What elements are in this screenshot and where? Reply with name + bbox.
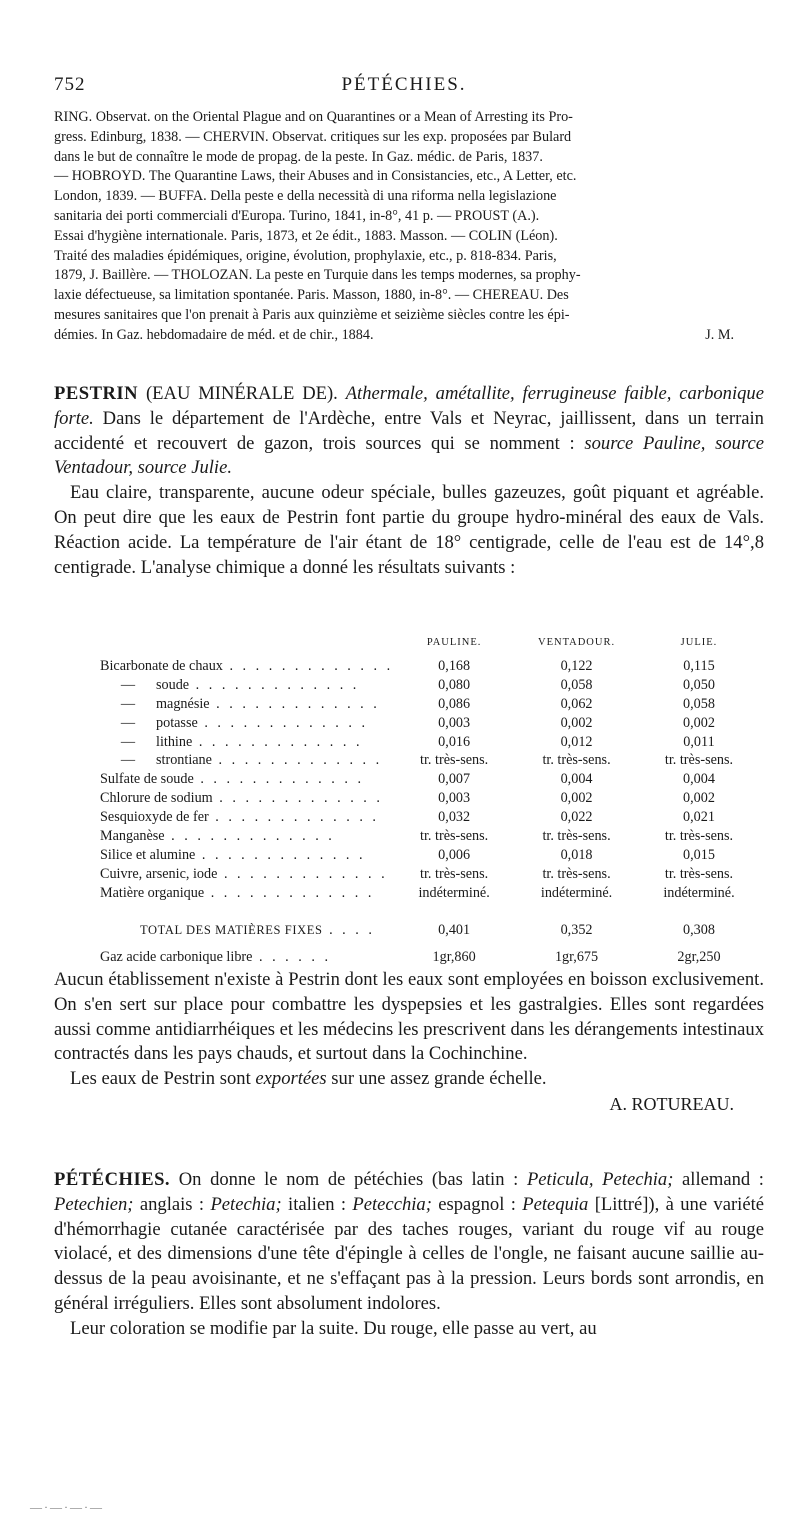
description: Athermale, amétallite, ferrugineuse faible, carbonique forte.	[54, 383, 764, 429]
body-text: espagnol :	[431, 1193, 523, 1215]
after-para-2	[54, 1067, 764, 1092]
biblio-line: Traité des maladies épidémiques, origine, évolution, prophylaxie, etc., p. 818-834. Paris,	[54, 247, 557, 264]
running-title: PÉTÉCHIES.	[341, 74, 467, 95]
after-para-1: Aucun établissement n'existe à Pestrin dont les eaux sont employées en boisson exclusivement. On s'en sert sur place pour combattre les dyspepsies et les gastralgies. Elles sont regardées aussi comme antidiarrhéiques et les médecins les prescrivent dans les dérangements intestinaux contractés dans les pays chauds, et surtout dans la Cochinchine.	[54, 969, 764, 1065]
cell-value: indéterminé.	[418, 884, 490, 901]
cell-value: 0,004	[683, 771, 715, 788]
row-label: strontiane	[156, 752, 212, 769]
cell-value: 0,058	[683, 695, 715, 712]
table-row: Matière organique . . . . . . . . . . . . . indéterminé. indéterminé. indéterminé.	[100, 884, 760, 903]
author-signature: A. ROTUREAU.	[609, 1093, 734, 1114]
pestrin-para-2: Eau claire, transparente, aucune odeur spéciale, bulles gazeuzes, goût piquant et agréable. On peut dire que les eaux de Pestrin font partie du groupe hydro-minéral des eaux de Vals. Réaction acide. La température de l'air étant de 18° centigrade, celle de l'eau est de 14°,8 centigrade. L'analyse chimique a donné les résultats suivants :	[54, 482, 764, 578]
table-row-gas: Gaz acide carbonique libre . . . . . . 1gr,860 1gr,675 2gr,250	[100, 940, 760, 967]
cell-value: 0,021	[683, 809, 715, 826]
cell-value: 0,058	[560, 676, 593, 693]
row-label: Matière organique	[100, 884, 205, 901]
column-header: PAULINE.	[426, 637, 482, 648]
biblio-line: London, 1839. — BUFFA. Della peste e della necessità di una riforma nella legislazione	[54, 188, 557, 205]
headword-qualifier: (EAU MINÉRALE DE).	[145, 383, 338, 404]
body-text: italien :	[281, 1193, 353, 1215]
body-text: On donne le nom de pétéchies (bas latin :	[170, 1169, 527, 1190]
cell-value: 0,004	[560, 771, 593, 788]
cell-value: tr. très-sens.	[664, 752, 734, 769]
cell-value: 0,086	[438, 695, 471, 712]
cell-value: 0,062	[560, 695, 593, 712]
biblio-line: gress. Edinburg, 1838. — CHERVIN. Observat. critiques sur les exp. proposées par Bulard	[54, 128, 572, 145]
biblio-line: 1879, J. Baillère. — THOLOZAN. La peste en Turquie dans les temps modernes, sa prophy-	[54, 267, 581, 284]
biblio-line: — HOBROYD. The Quarantine Laws, their Abuses and in Consistancies, etc., A Letter, etc.	[54, 168, 577, 185]
cell-value: tr. très-sens.	[420, 752, 489, 769]
cell-value: 0,002	[560, 714, 593, 731]
cell-value: 0,050	[683, 676, 715, 693]
biblio-line: mesures sanitaires que l'on prenait à Paris aux quinzième et seizième siècles contre les épi-	[54, 306, 570, 323]
cell-value: 0,002	[683, 790, 715, 807]
body-text: anglais :	[133, 1193, 211, 1215]
row-label: magnésie	[156, 695, 210, 712]
scan-mark: —·—·—·—	[30, 1500, 104, 1514]
cell-value: 0,115	[683, 657, 715, 674]
headword: PÉTÉCHIES.	[54, 1169, 171, 1190]
row-label: Chlorure de sodium	[100, 790, 213, 807]
table-row: Chlorure de sodium . . . . . . . . . . . . . 0,003 0,002 0,002	[100, 789, 760, 808]
cell-value: tr. très-sens.	[542, 752, 611, 769]
intro-text: Dans le département de l'Ardèche, entre Vals et Neyrac, jaillissent, dans un terrain accidenté et recouvert de gazon, trois sources qui se nomment :	[54, 407, 764, 454]
cell-value: 0,002	[560, 790, 593, 807]
table-header-row	[100, 634, 760, 657]
petechies-para-1	[54, 1168, 764, 1317]
row-label: Sesquioxyde de fer	[100, 809, 209, 826]
gas-label: Gaz acide carbonique libre	[100, 948, 253, 965]
after-text: sur une assez grande échelle.	[326, 1068, 547, 1090]
ditto-dash: —	[120, 733, 136, 750]
total-value: 0,352	[560, 921, 593, 938]
cell-value: tr. très-sens.	[664, 828, 734, 845]
entry-pestrin	[54, 382, 764, 580]
pestrin-conclusion	[54, 968, 764, 1117]
bibliography	[54, 108, 764, 346]
after-text: Les eaux de Pestrin sont	[70, 1068, 256, 1090]
row-label: Manganèse	[100, 828, 165, 845]
cell-value: 0,080	[438, 676, 471, 693]
table-row: Sulfate de soude . . . . . . . . . . . . . 0,007 0,004 0,004	[100, 770, 760, 789]
cell-value: 0,016	[438, 733, 471, 750]
ditto-dash: —	[120, 676, 136, 693]
total-value: 0,401	[438, 921, 471, 938]
ditto-dash: —	[120, 714, 136, 731]
row-label: soude	[156, 676, 190, 693]
ditto-dash: —	[120, 695, 136, 712]
biblio-line: laxie défectueuse, sa limitation spontanée. Paris. Masson, 1880, in-8°. — CHEREAU. Des	[54, 287, 569, 304]
cell-value: tr. très-sens.	[420, 828, 489, 845]
biblio-line: dans le but de connaître le mode de propag. de la peste. In Gaz. médic. de Paris, 1837.	[54, 148, 543, 165]
row-label: Silice et alumine	[100, 846, 196, 863]
source-names: source Pauline, source Ventadour, source Julie.	[54, 432, 764, 479]
term-latin: Peticula, Petechia;	[526, 1169, 674, 1190]
gas-value: 2gr,250	[677, 948, 721, 965]
table-row: Cuivre, arsenic, iode . . . . . . . . . . . . . tr. très-sens. tr. très-sens. tr. très-sens.	[100, 865, 760, 884]
cell-value: tr. très-sens.	[420, 865, 489, 882]
cell-value: 0,003	[438, 714, 471, 731]
biblio-line: sanitaria dei porti commerciali d'Europa. Turino, 1841, in-8°, 41 p. — PROUST (A.).	[54, 207, 540, 224]
cell-value: tr. très-sens.	[542, 828, 611, 845]
row-label: Bicarbonate de chaux	[100, 657, 223, 674]
row-label: Cuivre, arsenic, iode	[100, 865, 218, 882]
cell-value: 0,006	[438, 846, 471, 863]
page-number: 752	[54, 74, 86, 95]
term-italian: Petecchia;	[352, 1193, 432, 1215]
table-row: Sesquioxyde de fer . . . . . . . . . . . . . 0,032 0,022 0,021	[100, 808, 760, 827]
cell-value: 0,168	[438, 657, 471, 674]
total-value: 0,308	[683, 921, 715, 938]
biblio-signature: J. M.	[705, 326, 734, 343]
row-label: potasse	[156, 714, 198, 731]
cell-value: 0,011	[683, 733, 715, 750]
biblio-line: Essai d'hygiène internationale. Paris, 1873, et 2e édit., 1883. Masson. — COLIN (Léon).	[54, 227, 558, 244]
biblio-line: RING. Observat. on the Oriental Plague and on Quarantines or a Mean of Arresting its Pro-	[54, 109, 573, 125]
gas-value: 1gr,860	[432, 948, 476, 965]
table-row: — soude . . . . . . . . . . . . . 0,080 0,058 0,050	[100, 676, 760, 695]
cell-value: 0,032	[438, 809, 471, 826]
term-german: Petechien;	[54, 1193, 134, 1215]
term-english: Petechia;	[210, 1193, 282, 1215]
after-emphasis: exportées	[255, 1068, 327, 1090]
ditto-dash: —	[120, 752, 136, 769]
column-header: VENTADOUR.	[537, 637, 616, 648]
table-row: — lithine . . . . . . . . . . . . . 0,016 0,012 0,011	[100, 733, 760, 752]
gas-value: 1gr,675	[554, 948, 599, 965]
cell-value: 0,012	[560, 733, 593, 750]
body-text: allemand :	[673, 1169, 764, 1190]
cell-value: 0,122	[560, 657, 593, 674]
cell-value: tr. très-sens.	[664, 865, 734, 882]
analysis-table	[100, 634, 760, 967]
pestrin-para-1	[54, 382, 764, 481]
table-row: Manganèse . . . . . . . . . . . . . tr. très-sens. tr. très-sens. tr. très-sens.	[100, 827, 760, 846]
cell-value: indéterminé.	[540, 884, 613, 901]
table-row-total: TOTAL DES MATIÈRES FIXES . . . . 0,401 0,352 0,308	[100, 919, 760, 940]
cell-value: indéterminé.	[663, 884, 735, 901]
cell-value: 0,022	[560, 809, 593, 826]
cell-value: 0,015	[683, 846, 715, 863]
cell-value: 0,007	[438, 771, 471, 788]
cell-value: 0,018	[560, 846, 593, 863]
row-label: lithine	[156, 733, 193, 750]
table-row: — strontiane . . . . . . . . . . . . . tr. très-sens. tr. très-sens. tr. très-sens.	[100, 751, 760, 770]
body-text: [Littré]), à une variété d'hémorrhagie cutanée caractérisée par des taches rouges, variant du rouge vif au rouge violacé, et des dimensions d'une tête d'épingle à celles de l'ongle, ne faisant aucune saillie au-dessus de la peau avoisinante, et ne s'effaçant pas à la pression. Leurs bords sont arrondis, en général irréguliers. Elles sont absolument indolores.	[54, 1193, 765, 1314]
column-header: JULIE.	[680, 637, 718, 648]
table-row: Silice et alumine . . . . . . . . . . . . . 0,006 0,018 0,015	[100, 846, 760, 865]
page-header	[54, 74, 754, 102]
entry-petechies	[54, 1168, 764, 1342]
cell-value: 0,002	[683, 714, 715, 731]
cell-value: tr. très-sens.	[542, 865, 611, 882]
row-label: Sulfate de soude	[100, 771, 194, 788]
table-row: Bicarbonate de chaux . . . . . . . . . . . . . 0,168 0,122 0,115	[100, 657, 760, 676]
table-row: — potasse . . . . . . . . . . . . . 0,003 0,002 0,002	[100, 714, 760, 733]
petechies-para-2: Leur coloration se modifie par la suite. Du rouge, elle passe au vert, au	[70, 1317, 597, 1339]
headword: PESTRIN	[54, 383, 139, 404]
biblio-last-line	[54, 326, 764, 346]
table-row: — magnésie . . . . . . . . . . . . . 0,086 0,062 0,058	[100, 695, 760, 714]
cell-value: 0,003	[438, 790, 471, 807]
total-label: TOTAL DES MATIÈRES FIXES	[140, 922, 323, 937]
term-spanish: Petequia	[522, 1193, 589, 1215]
biblio-line: démies. In Gaz. hebdomadaire de méd. et de chir., 1884.	[54, 326, 374, 343]
